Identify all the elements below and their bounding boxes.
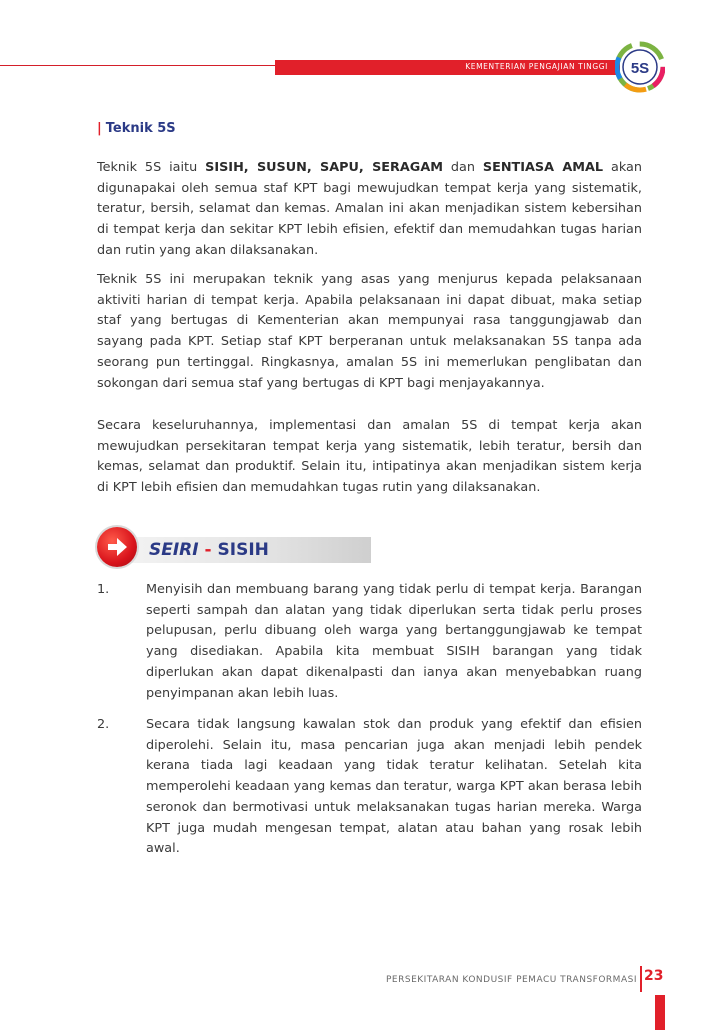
section-title <box>97 121 176 136</box>
intro-terms: SISIH, SUSUN, SAPU, SERAGAM <box>205 160 443 175</box>
intro-last-term: SENTIASA AMAL <box>482 160 604 175</box>
intro-text-rest: akan digunapakai oleh semua staf KPT bagi mewujudkan tempat kerja yang sistematik, teratur, bersih, selamat dan kemas. Amalan ini akan menjadikan sistem kebersihan di tempat kerja dan sekitar KPT lebih efisien, efektif dan memudahkan tugas harian dan rutin yang akan dilaksanakan. <box>97 160 642 258</box>
logo-label: 5S <box>630 60 650 77</box>
seiri-title-term: SEIRI <box>149 540 199 560</box>
seiri-title-meaning: SISIH <box>217 540 269 560</box>
seiri-title <box>149 538 269 562</box>
seiri-heading <box>97 527 642 567</box>
arrow-circle-icon <box>97 527 137 567</box>
intro-paragraph-3: Secara keseluruhannya, implementasi dan amalan 5S di tempat kerja akan mewujudkan persekitaran tempat kerja yang sistematik, lebih teratur, bersih dan kemas, selamat dan produktif. Selain itu, intipatinya akan menjadikan sistem kerja di KPT lebih efisien dan memudahkan tugas rutin yang dilaksanakan. <box>97 418 642 496</box>
page-number: 23 <box>644 968 664 984</box>
list-item: Menyisih dan membuang barang yang tidak perlu di tempat kerja. Barangan seperti sampah dan alatan yang tidak diperlukan serta tidak perlu proses pelupusan, perlu dibuang oleh warga yang bertanggungjawab ke tempat yang disediakan. Apabila kita membuat SISIH barangan yang tidak diperlukan akan dapat dikenalpasti dan ianya akan menyebabkan ruang penyimpanan akan lebih luas. <box>146 582 642 701</box>
intro-paragraph-2: Teknik 5S ini merupakan teknik yang asas yang menjurus kepada pelaksanaan aktiviti harian di tempat kerja. Apabila pelaksanaan ini dapat dibuat, maka setiap staf yang bertugas di Kementerian akan mempunyai rasa tanggungjawab dan sayang pada KPT. Setiap staf KPT berperanan untuk melaksanakan 5S tanpa ada seorang pun tertinggal. Ringkasnya, amalan 5S ini memerlukan penglibatan dan sokongan dari semua staf yang bertugas di KPT bagi menjayakannya. <box>97 272 642 391</box>
ministry-name: KEMENTERIAN PENGAJIAN TINGGI <box>465 62 608 71</box>
list-item-number: 1. <box>97 582 110 597</box>
intro-paragraph-1 <box>97 158 642 262</box>
footer-title: PERSEKITARAN KONDUSIF PEMACU TRANSFORMASI <box>386 975 637 985</box>
5s-logo <box>615 40 665 95</box>
section-title-text: Teknik 5S <box>105 121 176 136</box>
footer-bar <box>655 995 665 1030</box>
header-line <box>0 65 275 66</box>
intro-connector: dan <box>442 160 483 175</box>
seiri-title-dash: - <box>198 540 218 560</box>
intro-text: Teknik 5S iaitu <box>97 160 206 175</box>
footer-divider <box>640 966 642 992</box>
list-item: Secara tidak langsung kawalan stok dan produk yang efektif dan efisien diperolehi. Selain itu, masa pencarian juga akan menjadi lebih pendek kerana tiada lagi keadaan yang tidak teratur kelihatan. Setelah kita memperolehi keadaan yang kemas dan teratur, warga KPT akan berasa lebih seronok dan bermotivasi untuk melaksanakan tugas harian mereka. Warga KPT juga mudah mengesan tempat, alatan atau bahan yang rosak lebih awal. <box>146 717 642 857</box>
title-marker: | <box>97 121 102 136</box>
list-item-number: 2. <box>97 717 110 732</box>
